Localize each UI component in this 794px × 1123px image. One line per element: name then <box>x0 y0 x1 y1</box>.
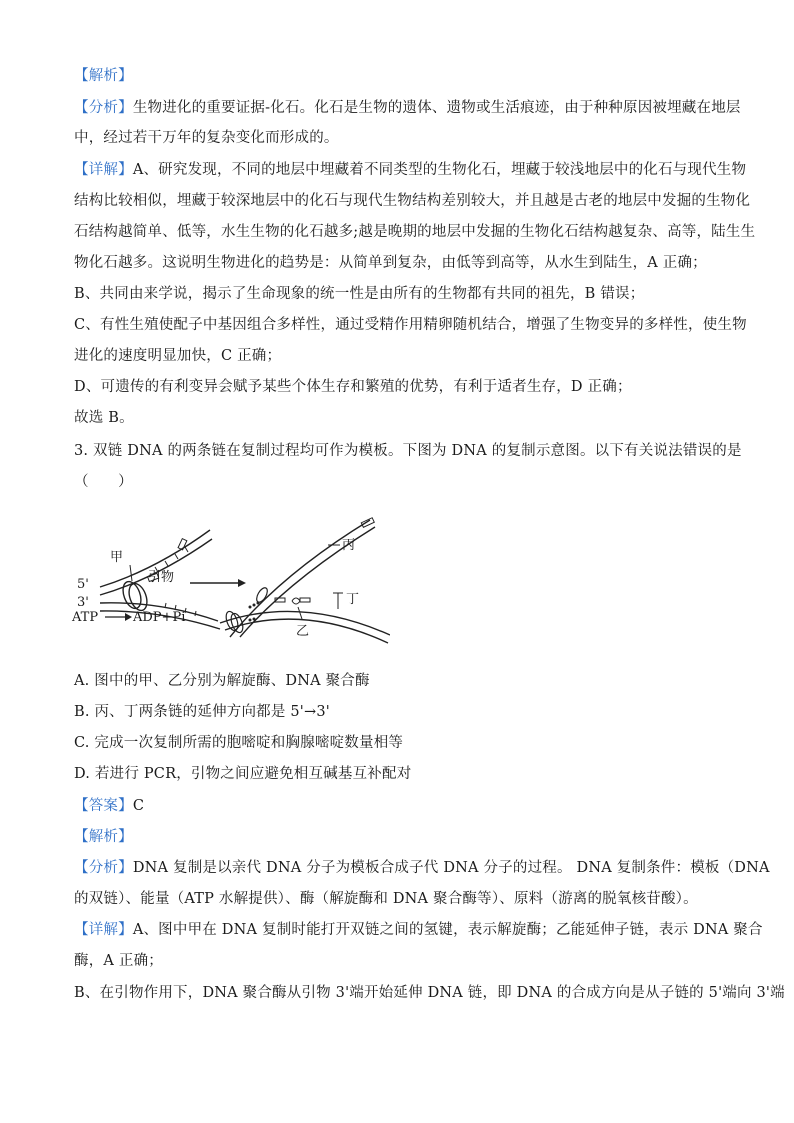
analysis-heading-q3: 【解析】 <box>74 829 133 845</box>
answer-value: C <box>132 798 145 814</box>
option-c-explanation: C、有性生殖使配子中基因组合多样性，通过受精作用精卵随机结合，增强了生物变异的多样性，使生物 <box>74 317 747 333</box>
label-3prime: 3' <box>77 595 89 610</box>
analysis-text-line-q3: 的双链）、能量（ATP 水解提供）、酶（解旋酶和 DNA 聚合酶等）、原料（游离的脱氧核苷酸）。 <box>74 891 698 907</box>
answer-tag: 【答案】 <box>74 798 133 814</box>
option-a: A. 图中的甲、乙分别为解旋酶、DNA 聚合酶 <box>74 673 370 689</box>
detail-text-line: 石结构越简单、低等，水生生物的化石越多;越是晚期的地层中发掘的生物化石结构越复杂、高等，陆生生 <box>74 224 756 240</box>
conclusion: 故选 B。 <box>74 410 134 426</box>
option-b-explanation: B、共同由来学说，揭示了生命现象的统一性是由所有的生物都有共同的祖先，B 错误； <box>74 286 645 302</box>
question-bracket: （ ） <box>74 474 133 490</box>
detail-text-q3: A、图中甲在 DNA 复制时能打开双链之间的氢键，表示解旋酶；乙能延伸子链，表示 DNA 聚合 <box>132 922 763 938</box>
label-yinwu: 引物 <box>148 570 175 585</box>
question-stem: 3. 双链 DNA 的两条链在复制过程均可作为模板。下图为 DNA 的复制示意图。以下有关说法错误的是 <box>74 443 742 459</box>
dna-replication-figure <box>70 515 390 645</box>
label-atp: ATP <box>72 610 99 625</box>
analysis-tag-q3: 【分析】 <box>74 860 133 876</box>
detail-text-line-q3: 酶，A 正确； <box>74 953 163 969</box>
analysis-heading: 【解析】 <box>74 68 133 84</box>
detail-text: A、研究发现，不同的地层中埋藏着不同类型的生物化石，埋藏于较浅地层中的化石与现代生物 <box>132 162 747 178</box>
label-adp: ADP+Pi <box>133 610 186 625</box>
analysis-text: 生物进化的重要证据-化石。化石是生物的遗体、遗物或生活痕迹，由于种种原因被埋藏在地层 <box>132 100 741 116</box>
detail-text-line-q3: B、在引物作用下，DNA 聚合酶从引物 3'端开始延伸 DNA 链，即 DNA 的合成方向是从子链的 5'端向 3'端 <box>74 985 785 1001</box>
analysis-text-q3: DNA 复制是以亲代 DNA 分子为模板合成子代 DNA 分子的过程。 DNA 复制条件：模板（DNA <box>132 860 770 876</box>
detail-tag: 【详解】 <box>74 162 133 178</box>
detail-paragraph-q3 <box>74 920 763 940</box>
label-5prime: 5' <box>77 577 89 592</box>
detail-tag-q3: 【详解】 <box>74 922 133 938</box>
analysis-text-line: 中，经过若干万年的复杂变化而形成的。 <box>74 130 339 146</box>
label-ding: 丁 <box>346 592 360 607</box>
detail-text-line: 物化石越多。这说明生物进化的趋势是：从简单到复杂，由低等到高等，从水生到陆生，A 正确； <box>74 255 707 271</box>
option-c-explanation-cont: 进化的速度明显加快，C 正确； <box>74 348 282 364</box>
option-c: C. 完成一次复制所需的胞嘧啶和胸腺嘧啶数量相等 <box>74 735 404 751</box>
detail-text-line: 结构比较相似，埋藏于较深地层中的化石与现代生物结构差别较大，并且越是古老的地层中发掘的生物化 <box>74 193 751 209</box>
option-d-explanation: D、可遗传的有利变异会赋予某些个体生存和繁殖的优势，有利于适者生存，D 正确； <box>74 379 632 395</box>
detail-paragraph-line <box>74 160 747 180</box>
label-bing: 丙 <box>342 538 356 553</box>
analysis-tag: 【分析】 <box>74 100 133 116</box>
option-d: D. 若进行 PCR，引物之间应避免相互碱基互补配对 <box>74 766 412 782</box>
analysis-paragraph-line <box>74 98 741 118</box>
label-jia: 甲 <box>110 550 124 565</box>
answer-line <box>74 796 734 816</box>
analysis-paragraph-q3 <box>74 858 770 878</box>
label-yi: 乙 <box>296 624 310 639</box>
option-b: B. 丙、丁两条链的延伸方向都是 5'→3' <box>74 704 330 720</box>
